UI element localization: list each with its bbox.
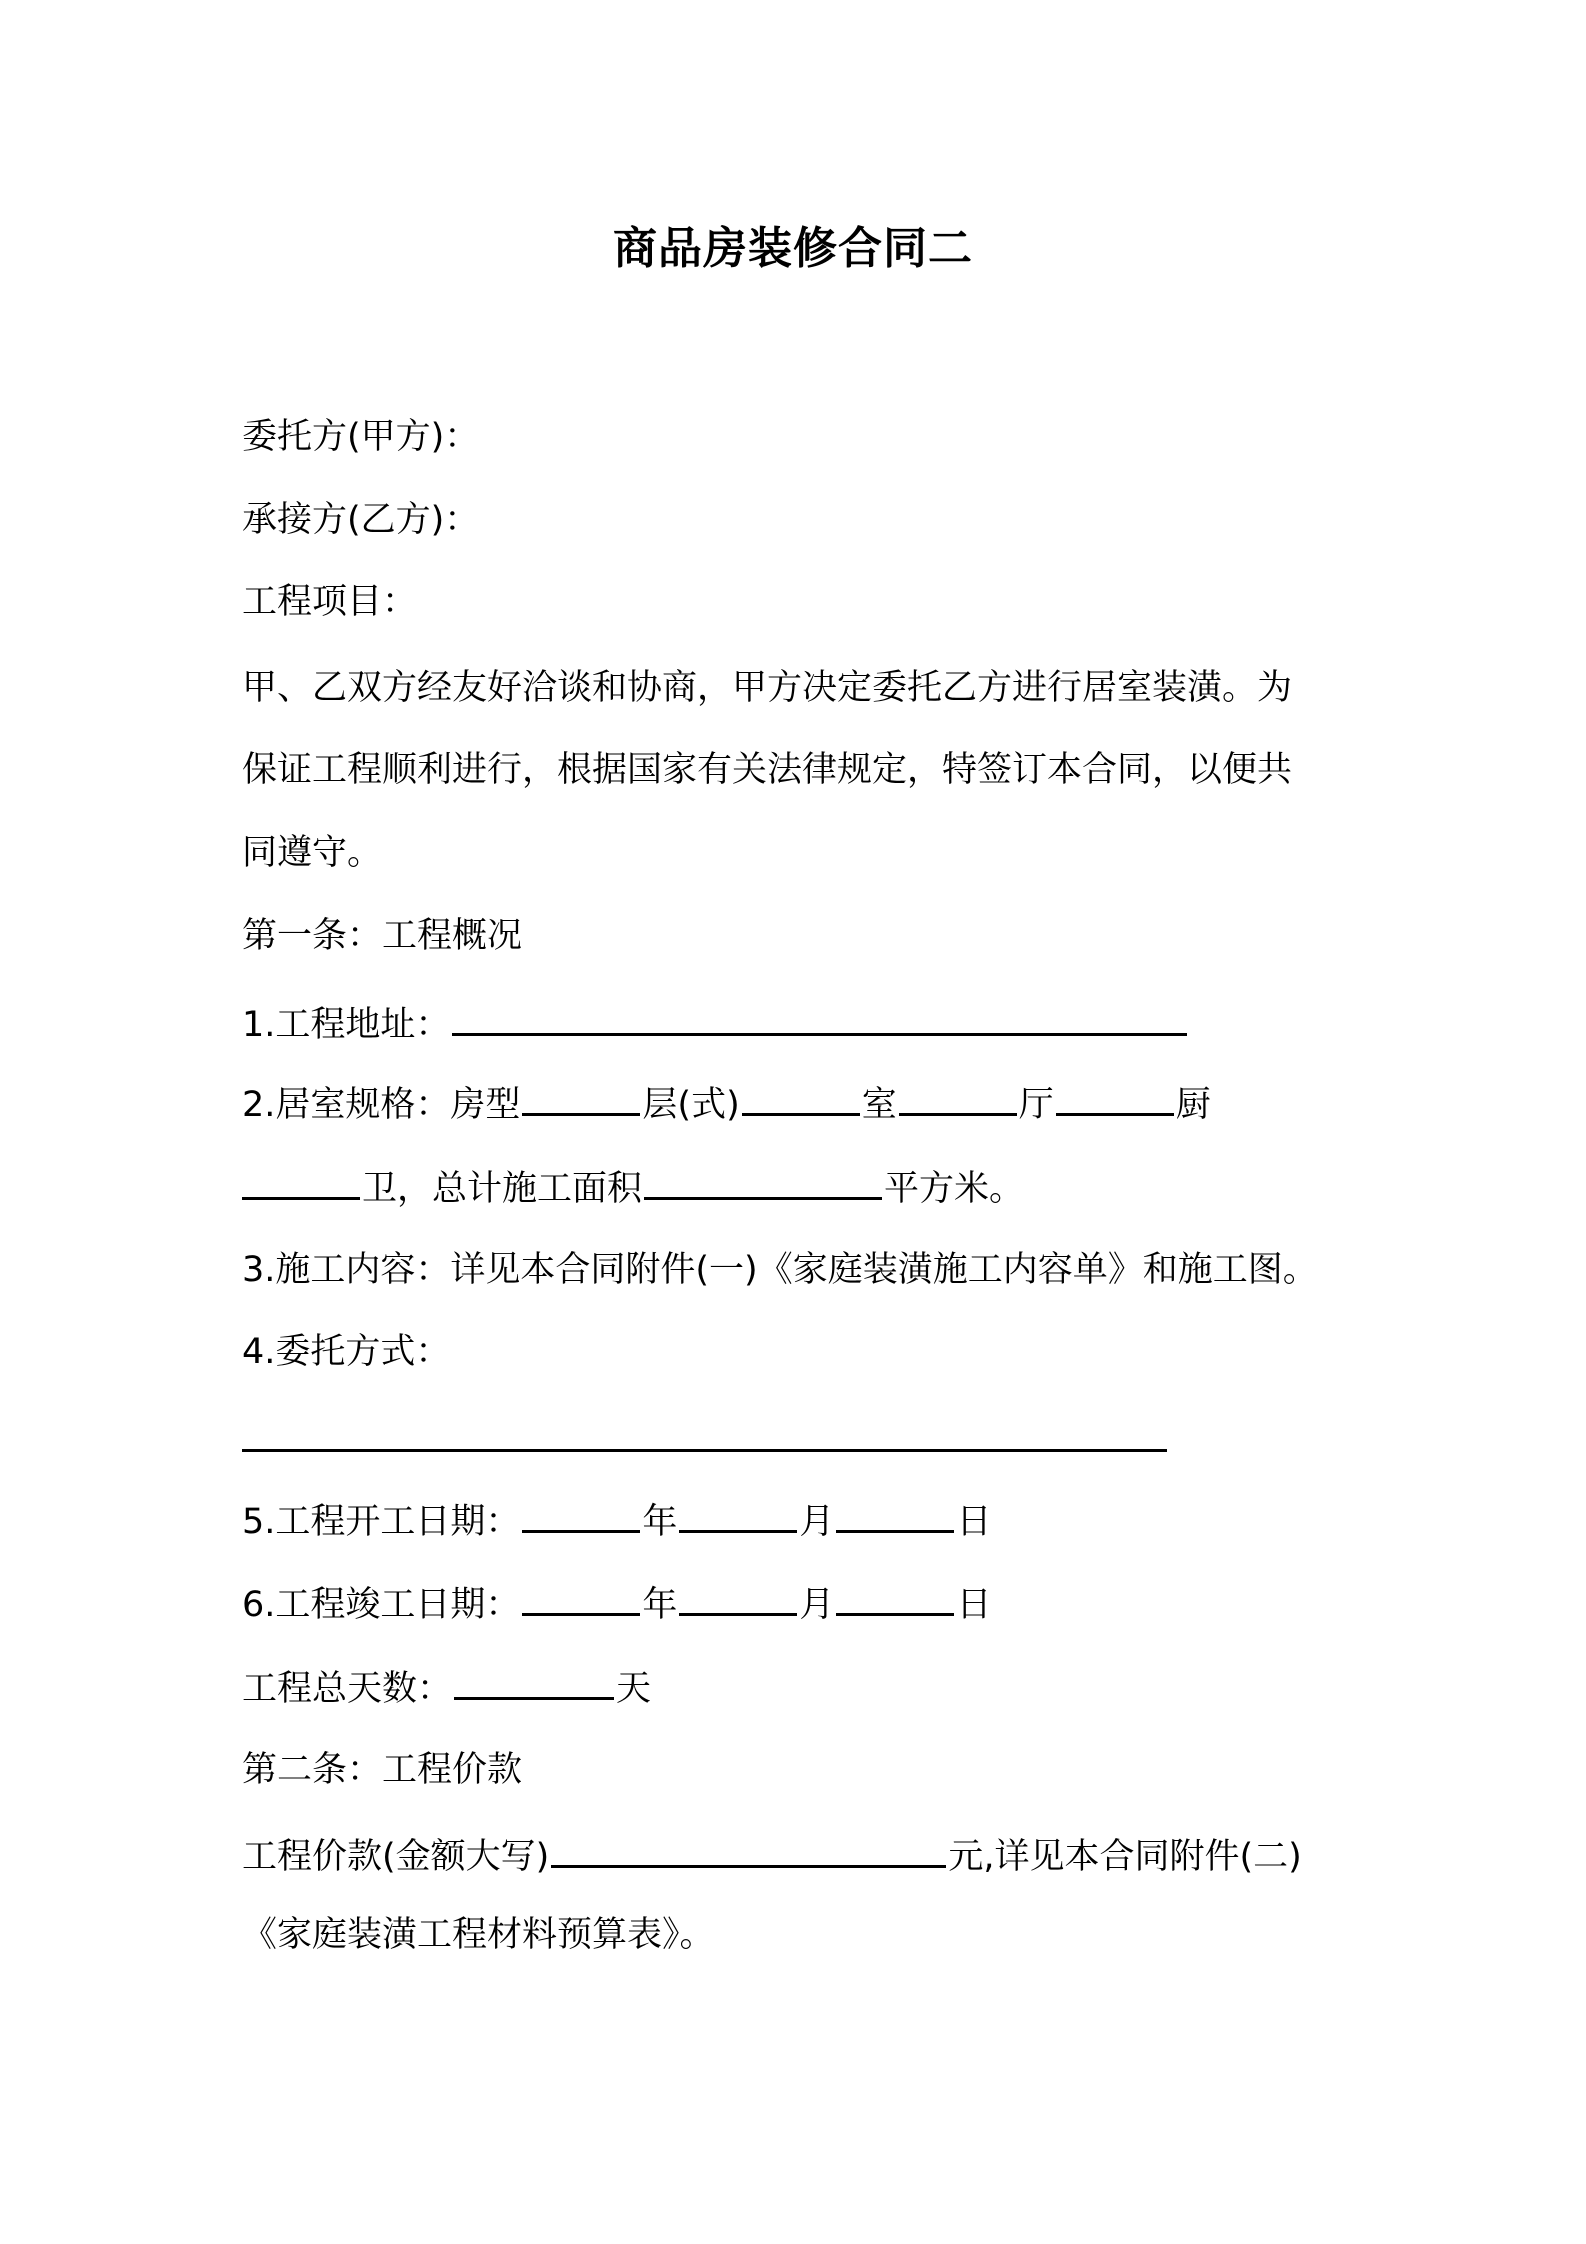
price-row [242,1831,1302,1881]
preamble-line-2: 保证工程顺利进行，根据国家有关法律规定，特签订本合同，以便共 [242,750,1293,790]
area-blank[interactable] [644,1163,882,1200]
house-type-label: 房型 [450,1085,521,1125]
house-type-blank[interactable] [522,1079,640,1116]
total-days-unit: 天 [616,1669,652,1709]
preamble-line-1: 甲、乙双方经友好洽谈和协商，甲方决定委托乙方进行居室装潢。为 [242,668,1293,708]
price-label: 工程价款(金额大写) [242,1837,550,1877]
start-day-label: 日 [956,1502,992,1542]
bath-blank[interactable] [242,1163,360,1200]
end-date-label: 6.工程竣工日期： [242,1585,521,1625]
room-blank[interactable] [899,1079,1017,1116]
price-blank[interactable] [551,1831,946,1868]
kitchen-label: 厨 [1175,1085,1211,1125]
start-date-label: 5.工程开工日期： [242,1502,521,1542]
project-label: 工程项目： [242,582,418,622]
end-month-blank[interactable] [679,1579,797,1616]
address-row [242,999,1189,1049]
start-day-blank[interactable] [836,1496,954,1533]
article-1-heading: 第一条：工程概况 [242,916,523,956]
hall-label: 厅 [1018,1085,1054,1125]
start-year-blank[interactable] [522,1496,640,1533]
article-2-heading: 第二条：工程价款 [242,1750,523,1790]
construction-content: 3.施工内容：详见本合同附件(一)《家庭装潢施工内容单》和施工图。 [242,1250,1318,1290]
start-month-label: 月 [799,1502,835,1542]
method-blank[interactable] [242,1415,1167,1452]
spec-row [242,1079,1211,1129]
floor-blank[interactable] [742,1079,860,1116]
total-days-blank[interactable] [454,1663,614,1700]
area-unit-label: 平方米。 [884,1169,1025,1209]
start-date-row [242,1496,991,1546]
address-blank[interactable] [452,999,1187,1036]
start-year-label: 年 [642,1502,678,1542]
method-label: 4.委托方式： [242,1332,451,1372]
end-day-blank[interactable] [836,1579,954,1616]
hall-blank[interactable] [1056,1079,1174,1116]
address-label: 1.工程地址： [242,1005,451,1045]
room-label: 室 [861,1085,897,1125]
contractor-party-label: 承接方(乙方)： [242,500,480,540]
end-date-row [242,1579,991,1629]
method-row [242,1415,1169,1465]
total-days-label: 工程总天数： [242,1669,453,1709]
spec-label: 2.居室规格： [242,1085,451,1125]
price-suffix: 元,详见本合同附件(二) [948,1837,1302,1877]
price-attachment: 《家庭装潢工程材料预算表》。 [242,1915,715,1955]
client-party-label: 委托方(甲方)： [242,417,480,457]
start-month-blank[interactable] [679,1496,797,1533]
end-day-label: 日 [956,1585,992,1625]
bath-area-label: 卫，总计施工面积 [362,1169,643,1209]
document-title: 商品房装修合同二 [613,223,973,274]
end-year-label: 年 [642,1585,678,1625]
preamble-line-3: 同遵守。 [242,833,383,873]
spec-row-2 [242,1163,1024,1213]
total-days-row [242,1663,651,1713]
end-year-blank[interactable] [522,1579,640,1616]
floor-label: 层(式) [642,1085,740,1125]
end-month-label: 月 [799,1585,835,1625]
